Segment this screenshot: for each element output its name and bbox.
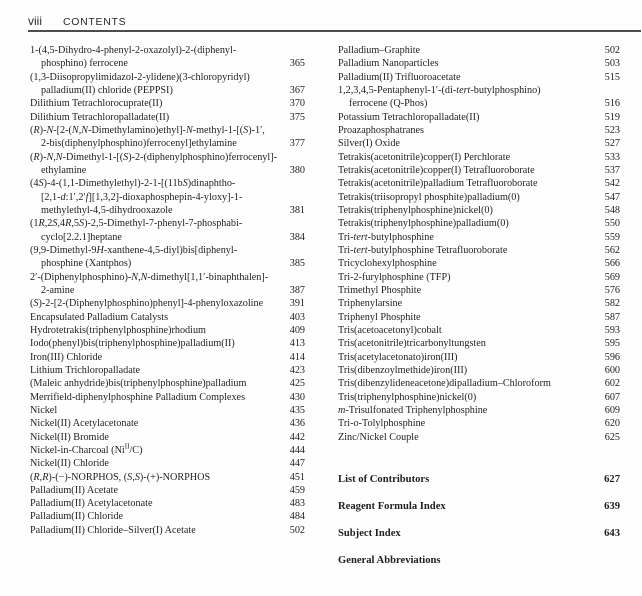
entry-page: 548	[604, 204, 620, 216]
entry-page: 391	[289, 298, 305, 310]
entry-page: 413	[289, 338, 305, 350]
entry-title: Potassium Tetrachloropalladate(II)	[338, 111, 480, 123]
entry-page: 380	[289, 164, 305, 176]
entry-page: 365	[289, 58, 305, 70]
entry-page: 595	[604, 338, 620, 350]
toc-entry	[30, 377, 305, 390]
entry-page: 409	[289, 324, 305, 336]
entry-title: Nickel(II) Bromide	[30, 431, 109, 443]
header-rule	[28, 30, 641, 32]
entry-title: Dilithium Tetrachlorocuprate(II)	[30, 98, 163, 110]
toc-entry	[30, 311, 305, 324]
toc-entry	[30, 271, 305, 298]
toc-entry	[338, 271, 620, 284]
entry-page: 596	[604, 351, 620, 363]
toc-entry	[30, 177, 305, 217]
toc-entry	[30, 417, 305, 430]
entry-title: Tris(acetoacetonyl)cobalt	[338, 324, 442, 336]
entry-page: 503	[604, 58, 620, 70]
entry-title: Iron(III) Chloride	[30, 351, 103, 363]
entry-title: Nickel(II) Acetylacetonate	[30, 418, 139, 430]
toc-entry	[338, 84, 620, 111]
entry-page: 385	[289, 258, 305, 270]
entry-title: Triphenylarsine	[338, 298, 403, 310]
entry-title: Tri-2-furylphosphine (TFP)	[338, 271, 451, 283]
back-matter-section	[338, 473, 620, 581]
toc-entry	[30, 97, 305, 110]
toc-entry	[30, 391, 305, 404]
entry-page: 436	[289, 418, 305, 430]
entry-page: 515	[604, 71, 620, 83]
toc-entry	[30, 471, 305, 484]
entry-title: Palladium(II) Acetylacetonate	[30, 498, 153, 510]
entry-title: Nickel(II) Chloride	[30, 458, 109, 470]
entry-title: Dilithium Tetrachloropalladate(II)	[30, 111, 170, 123]
entry-page: 593	[604, 324, 620, 336]
toc-entry	[338, 364, 620, 377]
entry-page: 566	[604, 258, 620, 270]
entry-page: 620	[604, 418, 620, 430]
entry-page: 533	[604, 151, 620, 163]
entry-page: 435	[289, 404, 305, 416]
entry-title: (9,9-Dimethyl-9H-xanthene-4,5-diyl)bis[diphenyl- phosphine (Xantphos)	[30, 244, 238, 270]
entry-title: Tetrakis(triisopropyl phosphite)palladium(0)	[338, 191, 520, 203]
toc-entry	[338, 71, 620, 84]
toc-entry	[30, 297, 305, 310]
back-matter-entry	[338, 500, 620, 513]
toc-entry	[30, 124, 305, 151]
entry-title: Palladium(II) Trifluoroacetate	[338, 71, 461, 83]
entry-page: 542	[604, 178, 620, 190]
toc-entry	[338, 417, 620, 430]
entry-title: (R)-N,N-Dimethyl-1-[(S)-2-(diphenylphosphino)ferrocenyl]- ethylamine	[30, 151, 278, 176]
entry-title: Tetrakis(acetonitrile)copper(I) Perchlorate	[338, 151, 511, 163]
toc-entry	[30, 151, 305, 178]
entry-title: Tris(triphenylphosphine)nickel(0)	[338, 391, 477, 403]
toc-entry	[30, 71, 305, 98]
toc-entry	[338, 111, 620, 124]
toc-entry	[338, 164, 620, 177]
entry-title: (R)-N-[2-(N,N-Dimethylamino)ethyl]-N-methyl-1-[(S)-1′, 2-bis(diphenylphosphino)ferrocenyl]ethylamine	[30, 124, 265, 150]
toc-entry	[30, 244, 305, 271]
entry-title: (1R,2S,4R,5S)-2,5-Dimethyl-7-phenyl-7-phosphabi- cyclo[2.2.1]heptane	[30, 218, 243, 243]
toc-entry	[30, 497, 305, 510]
toc-entry	[30, 351, 305, 364]
toc-entry	[338, 191, 620, 204]
entry-page: 547	[604, 191, 620, 203]
toc-entry	[338, 324, 620, 337]
entry-title: List of Contributors	[338, 474, 430, 485]
toc-entry	[30, 444, 305, 457]
entry-page: 502	[289, 524, 305, 536]
entry-page: 384	[289, 231, 305, 243]
entry-page: 381	[289, 204, 305, 216]
entry-page: 643	[604, 528, 620, 539]
toc-entry	[30, 524, 305, 537]
entry-title: Iodo(phenyl)bis(triphenylphosphine)palladium(II)	[30, 338, 235, 350]
entry-title: Encapsulated Palladium Catalysts	[30, 311, 169, 323]
entry-title: Tris(acetonitrile)tricarbonyltungsten	[338, 338, 486, 350]
entry-title: (4S)-4-(1,1-Dimethylethyl)-2-1-[(11bS)dinaphtho- [2,1-d:1′,2′f][1,3,2]-dioxaphosphepin-4-yloxy]-1- methylethyl-4,5-dihydrooxazole	[30, 178, 243, 216]
entry-page: 519	[604, 111, 620, 123]
entry-page: 600	[604, 364, 620, 376]
entry-page: 414	[289, 351, 305, 363]
entry-page: 403	[289, 311, 305, 323]
entry-title: Tetrakis(acetonitrile)copper(I) Tetrafluoroborate	[338, 164, 535, 176]
entry-title: Zinc/Nickel Couple	[338, 431, 419, 443]
back-matter-entry	[338, 473, 620, 486]
entry-title: Tri-tert-butylphosphine Tetrafluoroborate	[338, 244, 508, 256]
entry-title: Palladium(II) Chloride	[30, 511, 124, 523]
toc-entry	[338, 337, 620, 350]
entry-page: 582	[604, 298, 620, 310]
entry-page: 569	[604, 271, 620, 283]
entry-page: 559	[604, 231, 620, 243]
entry-title: (1,3-Diisopropylimidazol-2-ylidene)(3-chloropyridyl) palladium(II) chloride (PEPPSI)	[30, 71, 250, 96]
entry-title: Subject Index	[338, 528, 401, 539]
entry-page: 562	[604, 244, 620, 256]
entry-title: (S)-2-[2-(Diphenylphosphino)phenyl]-4-phenyloxazoline	[30, 298, 264, 310]
entry-page: 602	[604, 378, 620, 390]
toc-entry	[30, 457, 305, 470]
entry-title: Silver(I) Oxide	[338, 138, 400, 150]
toc-entry	[338, 57, 620, 70]
entry-title: m-Trisulfonated Triphenylphosphine	[338, 404, 488, 416]
entry-page: 451	[289, 471, 305, 483]
entry-page: 484	[289, 511, 305, 523]
entry-title: Lithium Trichloropalladate	[30, 364, 141, 376]
toc-entry	[338, 217, 620, 230]
entry-page: 607	[604, 391, 620, 403]
toc-entry	[338, 231, 620, 244]
entry-page: 483	[289, 498, 305, 510]
entry-title: 2′-(Diphenylphosphino)-N,N-dimethyl[1,1′-binaphthalen]- 2-amine	[30, 271, 269, 296]
entry-title: General Abbreviations	[338, 555, 441, 566]
toc-entry	[338, 311, 620, 324]
entry-page: 527	[604, 138, 620, 150]
entry-page: 442	[289, 431, 305, 443]
entry-title: 1,2,3,4,5-Pentaphenyl-1′-(di-tert-butylphosphino) ferrocene (Q-Phos)	[338, 84, 541, 110]
toc-entry	[30, 111, 305, 124]
back-matter-entry	[338, 527, 620, 540]
toc-entry	[30, 217, 305, 244]
toc-entry	[338, 177, 620, 190]
toc-entry	[338, 137, 620, 150]
back-matter-entry	[338, 554, 620, 567]
toc-right-column	[338, 44, 620, 444]
toc-entry	[338, 391, 620, 404]
toc-entry	[338, 404, 620, 417]
toc-entry	[30, 337, 305, 350]
entry-title: Palladium(II) Acetate	[30, 484, 118, 496]
entry-title: Tris(dibenzoylmethide)iron(III)	[338, 364, 468, 376]
entry-title: Tetrakis(triphenylphosphine)palladium(0)	[338, 218, 509, 230]
entry-page: 377	[289, 138, 305, 150]
entry-title: Nickel	[30, 404, 58, 416]
toc-entry	[338, 124, 620, 137]
entry-page: 447	[289, 458, 305, 470]
entry-page: 502	[604, 45, 620, 56]
entry-title: Palladium Nanoparticles	[338, 58, 439, 70]
toc-entry	[30, 44, 305, 71]
entry-page: 609	[604, 404, 620, 416]
toc-entry	[338, 244, 620, 257]
toc-entry	[30, 364, 305, 377]
entry-title: Palladium(II) Chloride–Silver(I) Acetate	[30, 524, 196, 536]
entry-title: Tetrakis(acetonitrile)palladium Tetrafluoroborate	[338, 178, 538, 190]
entry-title: Trimethyl Phosphite	[338, 284, 422, 296]
entry-title: Palladium–Graphite	[338, 45, 421, 56]
entry-title: (Maleic anhydride)bis(triphenylphosphine)palladium	[30, 378, 247, 390]
entry-title: Tetrakis(triphenylphosphine)nickel(0)	[338, 204, 493, 216]
entry-page: 627	[604, 474, 620, 485]
entry-page: 516	[604, 98, 620, 110]
toc-left-column	[30, 44, 305, 537]
entry-title: Merrifield-diphenylphosphine Palladium Complexes	[30, 391, 246, 403]
toc-entry	[338, 351, 620, 364]
entry-title: Proazaphosphatranes	[338, 124, 424, 136]
toc-entry	[338, 377, 620, 390]
entry-title: Tris(acetylacetonato)iron(III)	[338, 351, 458, 363]
toc-entry	[338, 431, 620, 444]
entry-page: 370	[289, 98, 305, 110]
entry-page: 444	[289, 444, 305, 456]
toc-entry	[30, 404, 305, 417]
entry-page: 459	[289, 484, 305, 496]
entry-page: 430	[289, 391, 305, 403]
toc-entry	[30, 324, 305, 337]
toc-entry	[338, 151, 620, 164]
entry-page: 537	[604, 164, 620, 176]
entry-page: 625	[604, 431, 620, 443]
entry-page: 576	[604, 284, 620, 296]
entry-page: 550	[604, 218, 620, 230]
entry-title: Tri-o-Tolylphosphine	[338, 418, 426, 430]
toc-entry	[338, 257, 620, 270]
toc-entry	[30, 431, 305, 444]
entry-title: Tricyclohexylphosphine	[338, 258, 437, 270]
entry-page: 367	[289, 84, 305, 96]
toc-entry	[338, 284, 620, 297]
page-title: CONTENTS	[63, 16, 127, 28]
entry-page: 423	[289, 364, 305, 376]
toc-entry	[338, 204, 620, 217]
toc-entry	[30, 484, 305, 497]
toc-entry	[338, 297, 620, 310]
entry-page: 375	[289, 111, 305, 123]
entry-title: Tris(dibenzylideneacetone)dipalladium–Chloroform	[338, 378, 551, 390]
entry-title: Tri-tert-butylphosphine	[338, 231, 434, 243]
entry-page: 425	[289, 378, 305, 390]
entry-page: 387	[289, 284, 305, 296]
entry-title: (R,R)-(−)-NORPHOS, (S,S)-(+)-NORPHOS	[30, 471, 211, 483]
entry-page: 587	[604, 311, 620, 323]
entry-page: 523	[604, 124, 620, 136]
toc-entry	[30, 510, 305, 523]
toc-entry	[338, 44, 620, 57]
header-page-number: viii	[28, 14, 42, 28]
entry-title: Nickel-in-Charcoal $(Ni^{II}/C)$	[30, 442, 143, 456]
entry-page: 639	[604, 501, 620, 512]
entry-title: 1-(4,5-Dihydro-4-phenyl-2-oxazolyl)-2-(diphenyl- phosphino) ferrocene	[30, 45, 237, 70]
entry-title: Hydrotetrakis(triphenylphosphine)rhodium	[30, 324, 206, 336]
entry-title: Reagent Formula Index	[338, 501, 446, 512]
entry-title: Triphenyl Phosphite	[338, 311, 421, 323]
